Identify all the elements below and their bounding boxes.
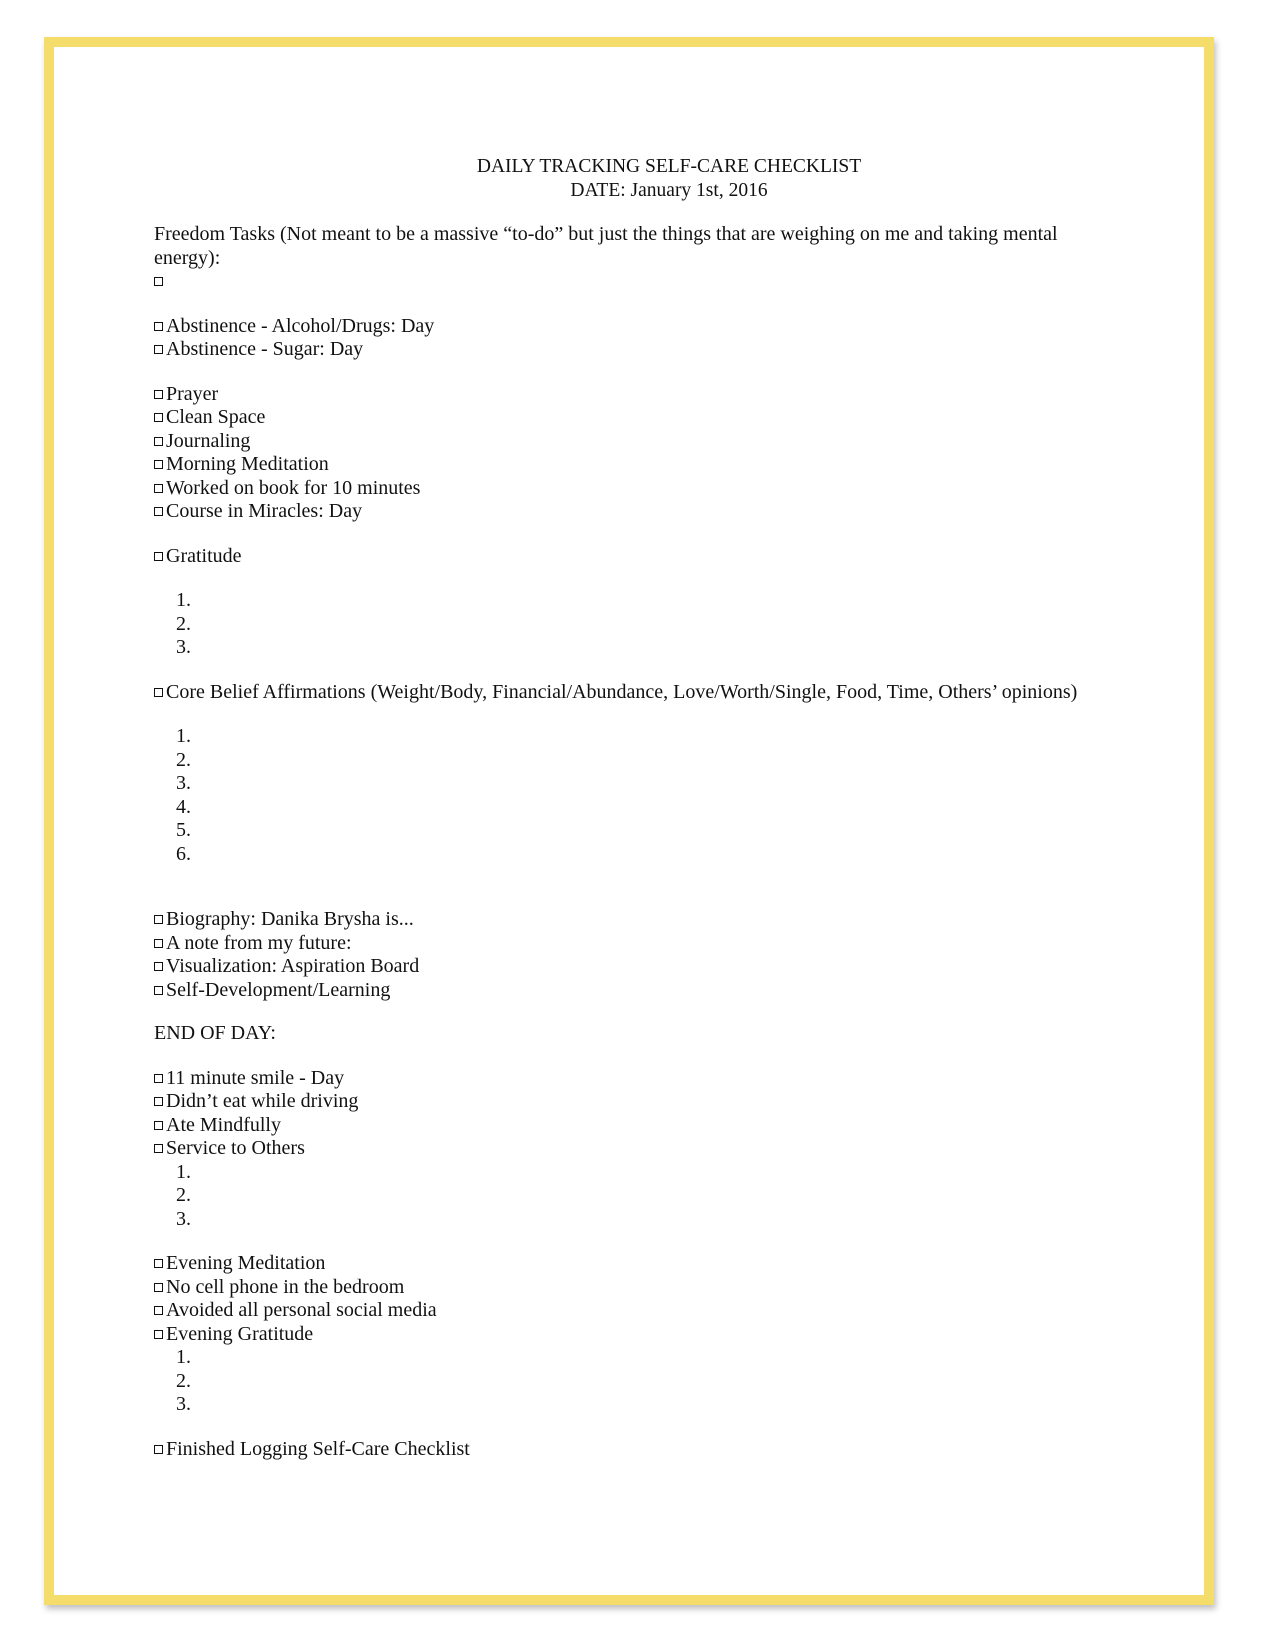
checklist-item[interactable]: [154, 1252, 1114, 1276]
numbered-line[interactable]: 2.: [176, 1369, 191, 1392]
checklist-item[interactable]: [154, 477, 1114, 501]
checkbox-icon[interactable]: [154, 345, 163, 354]
checklist-item-label: Clean Space: [166, 406, 266, 428]
checklist-item-label: Evening Gratitude: [166, 1322, 314, 1345]
checklist-item[interactable]: [154, 932, 1114, 956]
checkbox-icon[interactable]: [154, 688, 163, 697]
checkbox-icon[interactable]: [154, 413, 163, 422]
checklist-item-label: Self-Development/Learning: [166, 978, 391, 1001]
checklist-item-label: Service to Others: [166, 1137, 305, 1159]
checklist-item[interactable]: [154, 383, 1114, 407]
checklist-item-label: Worked on book for 10 minutes: [166, 476, 421, 499]
checkbox-icon[interactable]: [154, 939, 163, 948]
checklist-item[interactable]: [154, 1067, 1114, 1091]
checklist-item[interactable]: [154, 1323, 1114, 1347]
checklist-item-label: A note from my future:: [166, 931, 352, 954]
checklist-item[interactable]: [154, 955, 1114, 979]
checkbox-icon[interactable]: [154, 322, 163, 331]
numbered-line[interactable]: 3.: [176, 772, 191, 794]
checkbox-icon[interactable]: [154, 962, 163, 971]
checkbox-icon[interactable]: [154, 390, 163, 399]
checklist-item-label: Evening Meditation: [166, 1252, 326, 1274]
checkbox-icon[interactable]: [154, 1306, 163, 1315]
checklist-item-label: Core Belief Affirmations (Weight/Body, Financial/Abundance, Love/Worth/Single, Food, Time, Others’ opinions): [166, 680, 1078, 703]
numbered-line[interactable]: 1.: [176, 1346, 191, 1368]
checklist-item[interactable]: [154, 406, 1114, 430]
numbered-line[interactable]: 1.: [176, 1160, 191, 1183]
numbered-line[interactable]: 5.: [176, 819, 191, 841]
checklist-item[interactable]: [154, 1090, 1114, 1114]
checklist-item[interactable]: [154, 1114, 1114, 1138]
checkbox-icon[interactable]: [154, 460, 163, 469]
checklist-document: [154, 155, 1114, 1461]
checklist-item-label: No cell phone in the bedroom: [166, 1275, 405, 1298]
checklist-item[interactable]: [154, 979, 1114, 1003]
section-heading-end-of-day: END OF DAY:: [154, 1022, 276, 1044]
numbered-line[interactable]: 2.: [176, 1184, 191, 1206]
checklist-item-affirmations[interactable]: [154, 681, 1114, 705]
checklist-item[interactable]: [154, 453, 1114, 477]
checklist-item-label: Finished Logging Self-Care Checklist: [166, 1437, 470, 1460]
checkbox-icon[interactable]: [154, 484, 163, 493]
checklist-item-label: 11 minute smile - Day: [166, 1066, 345, 1089]
numbered-line[interactable]: 4.: [176, 795, 191, 818]
checklist-item-label: Morning Meditation: [166, 453, 329, 475]
numbered-line[interactable]: 2.: [176, 612, 191, 635]
checklist-item-label: Gratitude: [166, 544, 242, 567]
checkbox-icon[interactable]: [154, 1097, 163, 1106]
checklist-item[interactable]: [154, 1276, 1114, 1300]
checklist-item-label: Didn’t eat while driving: [166, 1090, 359, 1112]
numbered-line[interactable]: 3.: [176, 636, 191, 658]
checklist-item[interactable]: [154, 1137, 1114, 1161]
checkbox-icon[interactable]: [154, 552, 163, 561]
numbered-line[interactable]: 2.: [176, 748, 191, 771]
freedom-task-item[interactable]: [154, 270, 1114, 294]
checklist-item-gratitude[interactable]: [154, 545, 1114, 569]
numbered-line[interactable]: 6.: [176, 842, 191, 865]
checkbox-icon[interactable]: [154, 1330, 163, 1339]
checklist-item-label: Visualization: Aspiration Board: [166, 955, 420, 977]
checkbox-icon[interactable]: [154, 986, 163, 995]
checkbox-icon[interactable]: [154, 915, 163, 924]
numbered-line[interactable]: 3.: [176, 1207, 191, 1230]
checklist-item-label: Avoided all personal social media: [166, 1299, 437, 1321]
checklist-item-label: Journaling: [166, 429, 251, 452]
document-date: DATE: January 1st, 2016: [570, 179, 768, 201]
numbered-line[interactable]: 3.: [176, 1393, 191, 1415]
checklist-item-final[interactable]: [154, 1438, 1114, 1462]
checklist-item[interactable]: [154, 1299, 1114, 1323]
checklist-item[interactable]: [154, 500, 1114, 524]
checklist-item-label: Abstinence - Sugar: Day: [166, 338, 364, 360]
checkbox-icon[interactable]: [154, 1283, 163, 1292]
checklist-item-label: Course in Miracles: Day: [166, 500, 363, 522]
checklist-item[interactable]: [154, 338, 1114, 362]
checklist-item[interactable]: [154, 430, 1114, 454]
checklist-item[interactable]: [154, 315, 1114, 339]
checkbox-icon[interactable]: [154, 1074, 163, 1083]
checkbox-icon[interactable]: [154, 1445, 163, 1454]
checklist-item-label: Biography: Danika Brysha is...: [166, 908, 414, 930]
checklist-item-label: Prayer: [166, 382, 219, 405]
freedom-tasks-label: Freedom Tasks (Not meant to be a massive “to-do” but just the things that are weighing on me and taking mental energy):: [154, 223, 1058, 269]
checkbox-icon[interactable]: [154, 1121, 163, 1130]
document-title: DAILY TRACKING SELF-CARE CHECKLIST: [476, 156, 862, 177]
checkbox-icon[interactable]: [154, 1144, 163, 1153]
numbered-line[interactable]: 1.: [176, 589, 191, 611]
checkbox-icon[interactable]: [154, 1259, 163, 1268]
page-frame: [44, 37, 1214, 1605]
checklist-item-label: Abstinence - Alcohol/Drugs: Day: [166, 314, 435, 337]
checkbox-icon[interactable]: [154, 277, 163, 286]
checkbox-icon[interactable]: [154, 507, 163, 516]
checklist-item[interactable]: [154, 908, 1114, 932]
checklist-item-label: Ate Mindfully: [166, 1113, 281, 1136]
checkbox-icon[interactable]: [154, 437, 163, 446]
numbered-line[interactable]: 1.: [176, 725, 191, 747]
